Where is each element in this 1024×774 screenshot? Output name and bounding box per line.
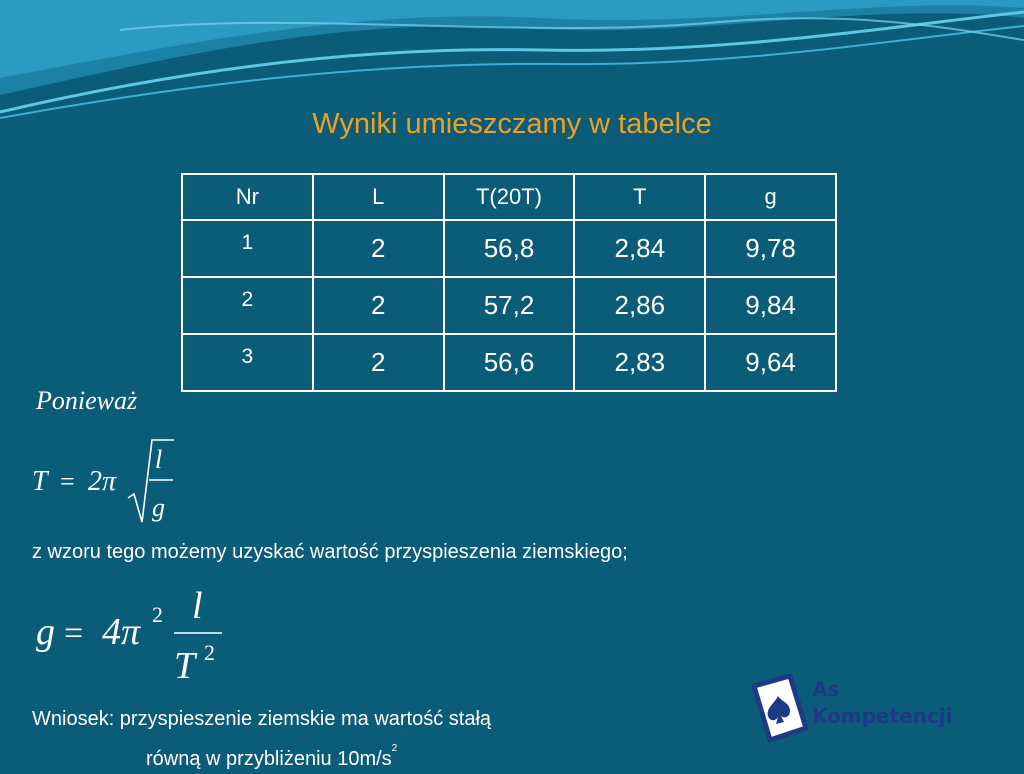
table-cell: 2: [313, 277, 444, 334]
header-wave-decoration: [0, 0, 1024, 120]
formula2-denominator-exponent: 2: [204, 640, 215, 665]
table-cell: 2,84: [574, 220, 705, 277]
because-label: Ponieważ: [36, 386, 138, 415]
conclusion-exponent: 2: [391, 743, 398, 754]
table-header-cell: T(20T): [444, 174, 575, 220]
table-cell: 9,78: [705, 220, 836, 277]
gravity-formula: [30, 582, 230, 686]
table-cell: 56,8: [444, 220, 575, 277]
logo-text: [812, 676, 953, 730]
table-row: [182, 277, 836, 334]
table-cell: 2: [313, 334, 444, 391]
table-header-cell: Nr: [182, 174, 313, 220]
formula1-denominator: g: [152, 493, 165, 522]
table-cell-nr: 1: [182, 220, 313, 277]
table-row: [182, 334, 836, 391]
table-header-cell: L: [313, 174, 444, 220]
table-cell: 2,86: [574, 277, 705, 334]
formula1-lhs: T: [32, 466, 48, 497]
formula2-equals: =: [64, 615, 84, 652]
table-cell-nr: 2: [182, 277, 313, 334]
formula1-numerator: l: [155, 445, 163, 474]
slide-title: Wyniki umieszczamy w tabelce: [312, 108, 712, 140]
table-row: [182, 220, 836, 277]
conclusion-line-2-text: równą w przybliżeniu 10m/s: [146, 748, 392, 770]
table-header-row: [182, 174, 836, 220]
conclusion-text: [32, 705, 491, 774]
table-header-cell: g: [705, 174, 836, 220]
logo-line-1: As: [812, 677, 840, 701]
explanation-text: z wzoru tego możemy uzyskać wartość przyspieszenia ziemskiego;: [32, 541, 628, 563]
conclusion-line-2: [32, 734, 491, 774]
formula2-lhs: g: [36, 611, 55, 653]
results-table: [181, 173, 837, 392]
formula2-numerator: l: [192, 585, 203, 627]
formula2-coefficient: 4π: [102, 611, 141, 653]
table-cell: 2,83: [574, 334, 705, 391]
square-root-sign: [128, 440, 174, 522]
pendulum-period-formula: [30, 432, 190, 528]
table-cell-nr: 3: [182, 334, 313, 391]
table-cell: 56,6: [444, 334, 575, 391]
table-cell: 2: [313, 220, 444, 277]
conclusion-line-1: Wniosek: przyspieszenie ziemskie ma wartość stałą: [32, 708, 492, 730]
formula1-coefficient: 2π: [88, 466, 117, 497]
table-header-cell: T: [574, 174, 705, 220]
table-cell: 9,64: [705, 334, 836, 391]
formula2-denominator: T: [174, 645, 196, 686]
formula1-equals: =: [60, 467, 75, 496]
formula2-exponent: 2: [152, 602, 163, 627]
table-cell: 9,84: [705, 277, 836, 334]
table-cell: 57,2: [444, 277, 575, 334]
logo-line-2: Kompetencji: [812, 704, 953, 728]
